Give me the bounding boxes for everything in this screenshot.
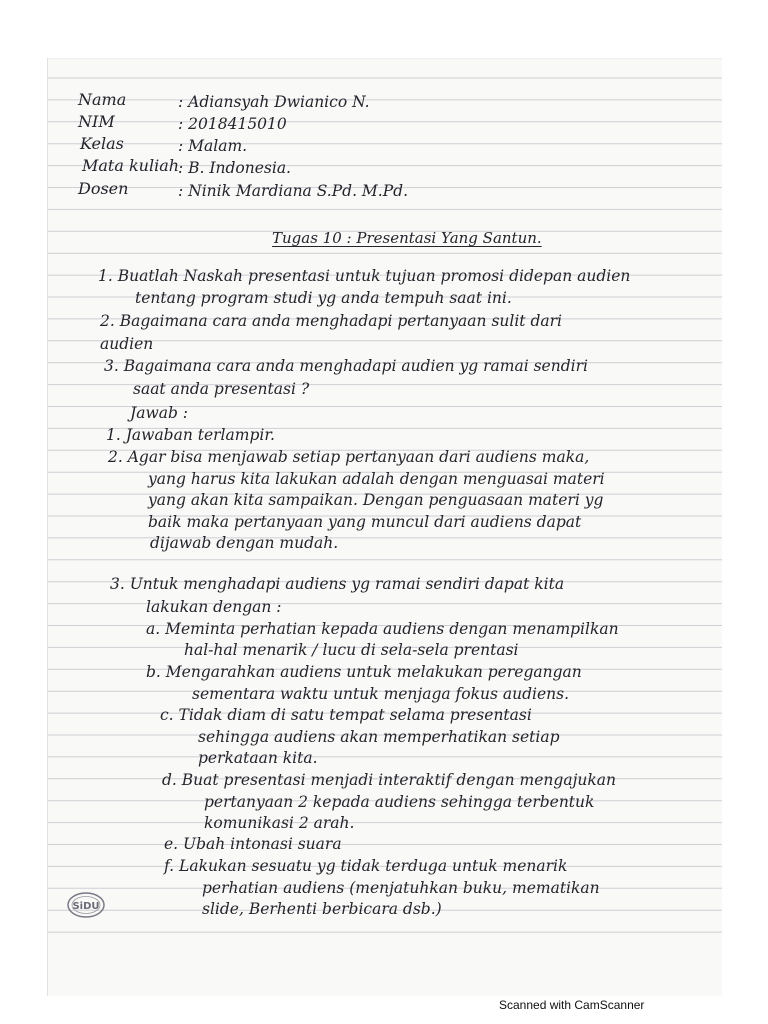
answer-line: sehingga audiens akan memperhatikan setiap — [198, 728, 560, 746]
svg-text:SiDU: SiDU — [72, 901, 100, 912]
nama-value: : Adiansyah Dwianico N. — [178, 93, 370, 111]
matkul-value: : B. Indonesia. — [178, 159, 291, 177]
dosen-label: Dosen — [78, 179, 129, 198]
task-title: Tugas 10 : Presentasi Yang Santun. — [272, 229, 542, 247]
answer-line: c. Tidak diam di satu tempat selama presentasi — [160, 706, 532, 724]
answer-line: slide, Berhenti berbicara dsb.) — [202, 900, 442, 918]
answer-line: lakukan dengan : — [146, 598, 282, 616]
nama-label: Nama — [78, 90, 127, 109]
question-line: 3. Bagaimana cara anda menghadapi audien yg ramai sendiri — [104, 357, 588, 375]
answer-line: yang harus kita lakukan adalah dengan menguasai materi — [148, 470, 605, 488]
answer-line: perhatian audiens (menjatuhkan buku, mematikan — [202, 879, 600, 897]
answer-line: hal-hal menarik / lucu di sela-sela prentasi — [184, 641, 519, 659]
answer-line: d. Buat presentasi menjadi interaktif dengan mengajukan — [162, 771, 616, 789]
dosen-value: : Ninik Mardiana S.Pd. M.Pd. — [178, 182, 408, 200]
nim-label: NIM — [78, 112, 115, 131]
answer-line: e. Ubah intonasi suara — [164, 835, 342, 853]
scanner-watermark: Scanned with CamScanner — [499, 998, 645, 1012]
sidu-logo — [66, 890, 106, 920]
answer-line: a. Meminta perhatian kepada audiens dengan menampilkan — [146, 620, 619, 638]
question-line: 1. Buatlah Naskah presentasi untuk tujuan promosi didepan audien — [98, 267, 631, 285]
answer-line: sementara waktu untuk menjaga fokus audiens. — [192, 685, 570, 703]
question-line: saat anda presentasi ? — [133, 380, 310, 398]
answer-line: 1. Jawaban terlampir. — [106, 426, 275, 444]
answer-line: 2. Agar bisa menjawab setiap pertanyaan dari audiens maka, — [108, 448, 590, 466]
kelas-value: : Malam. — [178, 137, 248, 155]
question-line: audien — [100, 335, 154, 353]
answer-line: dijawab dengan mudah. — [150, 534, 339, 552]
answer-line: 3. Untuk menghadapi audiens yg ramai sendiri dapat kita — [110, 575, 565, 593]
matkul-label: Mata kuliah — [82, 156, 180, 175]
answer-line: komunikasi 2 arah. — [204, 814, 355, 832]
answer-line: perkataan kita. — [198, 749, 318, 767]
question-line: tentang program studi yg anda tempuh saat ini. — [135, 289, 512, 307]
answer-line: f. Lakukan sesuatu yg tidak terduga untuk menarik — [164, 857, 568, 875]
answer-line: pertanyaan 2 kepada audiens sehingga terbentuk — [204, 793, 595, 811]
question-line: 2. Bagaimana cara anda menghadapi pertanyaan sulit dari — [100, 312, 562, 330]
answer-line: yang akan kita sampaikan. Dengan penguasaan materi yg — [148, 491, 604, 509]
kelas-label: Kelas — [80, 134, 124, 153]
answers-heading: Jawab : — [130, 404, 189, 422]
answer-line: b. Mengarahkan audiens untuk melakukan peregangan — [146, 663, 582, 681]
nim-value: : 2018415010 — [178, 115, 287, 133]
answer-line: baik maka pertanyaan yang muncul dari audiens dapat — [148, 513, 582, 531]
